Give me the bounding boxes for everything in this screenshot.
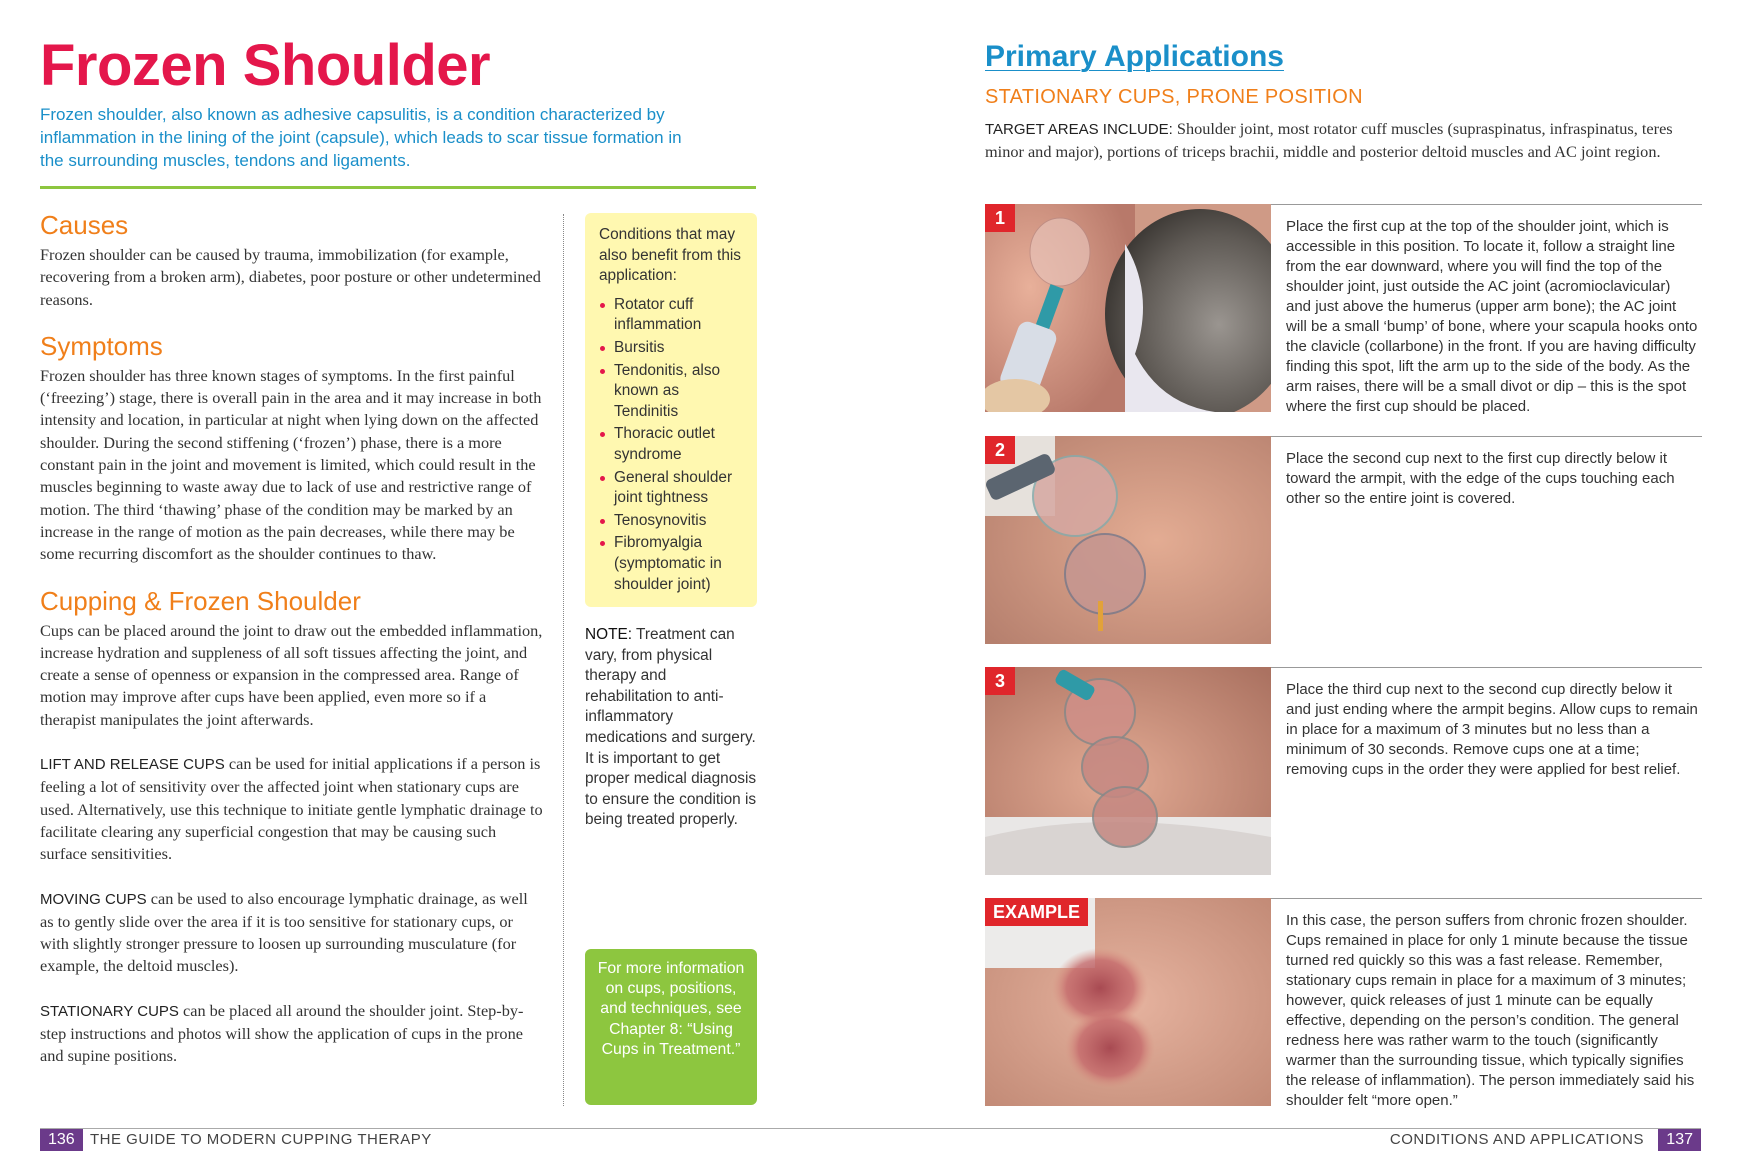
target-areas-text: Shoulder joint, most rotator cuff muscles (supraspinatus, infraspinatus, teres minor and major), portions of triceps brachii, middle and posterior deltoid muscles and AC joint region.	[985, 119, 1673, 162]
section-subtitle: STATIONARY CUPS, PRONE POSITION	[985, 86, 1363, 108]
step-photo	[985, 436, 1271, 644]
stationary-cups-paragraph	[40, 1000, 545, 1068]
step-badge: 1	[985, 204, 1015, 232]
step-photo	[985, 204, 1271, 412]
right-running-footer: CONDITIONS AND APPLICATIONS	[1389, 1131, 1644, 1148]
step-description: Place the first cup at the top of the shoulder joint, which is accessible in this position. To locate it, follow a straight line from the ear downward, where you will find the top of the shoulder joint, just outside the AC joint (acromioclavicular) and just above the humerus (upper arm bone); the AC joint will be a small ‘bump’ of bone, where your scapula hooks onto the clavicle (collarbone) in the front. If you are having difficulty finding this spot, lift the arm up to the side of the body. As the arm raises, there will be a small divot or dip – this is the spot where the first cup should be placed.	[1286, 218, 1698, 415]
step-description: In this case, the person suffers from chronic frozen shoulder. Cups remained in place for only 1 minute because the tissue turned red quickly so this was a fast release. Remember, stationary cups remain in place for a maximum of 3 minutes; however, quick releases of just 1 minute can be equally effective, depending on the person’s condition. The general redness here was rather warm to the touch (significantly warmer than the surrounding tissue, which typically signifies the release of inflammation). The person immediately said his shoulder felt “more open.”	[1286, 912, 1695, 1109]
step-description: Place the third cup next to the second cup directly below it and just ending where the armpit begins. Allow cups to remain in place for a maximum of 3 minutes but no less than a minimum of 30 seconds. Remove cups one at a time; removing cups in the order they were applied for best relief.	[1286, 681, 1698, 778]
symptoms-text: Frozen shoulder has three known stages of symptoms. In the first painful (‘freezing’) stage, there is overall pain in the area and it may increase in both intensity and location, in particular at night when lying down on the affected shoulder. During the second stiffening (‘frozen’) phase, there is a more constant pain in the joint and movement is limited, which could result in the muscles beginning to waste away due to lack of use and restrictive range of motion. The third ‘thawing’ phase of the condition may be marked by an increase in the range of motion as the pain decreases, while there may be some recurring discomfort as the shoulder continues to thaw.	[40, 365, 542, 564]
step-photo	[985, 667, 1271, 875]
note-lead: NOTE:	[585, 626, 633, 644]
lift-release-paragraph	[40, 753, 545, 865]
footer-rule	[40, 1128, 1701, 1129]
moving-cups-paragraph	[40, 888, 545, 978]
target-areas-lead: TARGET AREAS INCLUDE:	[985, 121, 1173, 138]
list-item: Thoracic outlet syndrome	[599, 424, 745, 465]
lift-release-text: can be used for initial applications if a person is feeling a lot of sensitivity over the affected joint when stationary cups are used. Alternatively, use this technique to initiate gentle lymphatic drainage to facilitate clearing any superficial congestion that may be causing such surface sensitivities.	[40, 754, 543, 864]
conditions-box	[585, 213, 757, 607]
causes-text: Frozen shoulder can be caused by trauma, immobilization (for example, recovering from a broken arm), diabetes, poor posture or other undetermined reasons.	[40, 245, 541, 309]
left-running-footer: THE GUIDE TO MODERN CUPPING THERAPY	[90, 1131, 432, 1148]
causes-heading: Causes	[40, 210, 129, 240]
cupping-text: Cups can be placed around the joint to draw out the embedded inflammation, increase hydration and suppleness of all soft tissues affecting the joint, and create a sense of openness or expansion in the compressed area. Range of motion may improve after cups have been applied, even more so if a therapist manipulates the joint afterwards.	[40, 620, 543, 729]
target-areas	[985, 118, 1695, 164]
intro-paragraph: Frozen shoulder, also known as adhesive capsulitis, is a condition characterized by inflammation in the lining of the joint (capsule), which leads to scar tissue formation in the surrounding muscles, tendons and ligaments.	[40, 105, 682, 170]
step-badge: 3	[985, 667, 1015, 695]
list-item: Fibromyalgia (symptomatic in shoulder joint)	[599, 533, 745, 595]
step-1	[985, 204, 1702, 415]
list-item: Tenosynovitis	[599, 511, 745, 532]
list-item: General shoulder joint tightness	[599, 468, 745, 509]
note-text: Treatment can vary, from physical therapy and rehabilitation to anti-inflammatory medications and surgery. It is important to get proper medical diagnosis to ensure the condition is being treated properly.	[585, 626, 757, 829]
left-page-number: 136	[40, 1129, 83, 1151]
cupping-heading: Cupping & Frozen Shoulder	[40, 585, 361, 616]
moving-cups-text: can be used to also encourage lymphatic drainage, as well as to gently slide over the area if it is too sensitive for stationary cups, or with slightly stronger pressure to loosen up surrounding musculature (for example, the deltoid muscles).	[40, 888, 528, 976]
more-info-box: For more information on cups, positions, and techniques, see Chapter 8: “Using Cups in Treatment.”	[585, 949, 757, 1105]
divider-rule	[40, 186, 756, 189]
right-page-number: 137	[1658, 1129, 1701, 1151]
stationary-cups-text: can be placed all around the shoulder joint. Step-by-step instructions and photos will show the application of cups in the prone and supine positions.	[40, 1000, 524, 1066]
step-2	[985, 436, 1702, 644]
column-divider	[563, 214, 564, 1106]
moving-cups-lead: MOVING CUPS	[40, 890, 147, 908]
step-badge: 2	[985, 436, 1015, 464]
conditions-intro: Conditions that may also benefit from this application:	[599, 226, 742, 285]
section-title: Primary Applications	[985, 40, 1284, 73]
lift-release-lead: LIFT AND RELEASE CUPS	[40, 756, 225, 774]
note-paragraph	[585, 625, 757, 831]
page-title: Frozen Shoulder	[40, 33, 491, 98]
step-3	[985, 667, 1702, 875]
main-column	[40, 210, 545, 1068]
list-item: Bursitis	[599, 338, 745, 359]
list-item: Rotator cuff inflammation	[599, 295, 745, 336]
step-badge: EXAMPLE	[985, 898, 1088, 926]
step-description: Place the second cup next to the first cup directly below it toward the armpit, with the edge of the cups touching each other so the entire joint is covered.	[1286, 450, 1675, 507]
list-item: Tendonitis, also known as Tendinitis	[599, 361, 745, 423]
symptoms-heading: Symptoms	[40, 330, 163, 361]
sidebar	[585, 213, 757, 831]
conditions-list	[599, 295, 745, 595]
step-photo	[985, 898, 1271, 1106]
step-example	[985, 898, 1702, 1109]
stationary-cups-lead: STATIONARY CUPS	[40, 1002, 179, 1020]
